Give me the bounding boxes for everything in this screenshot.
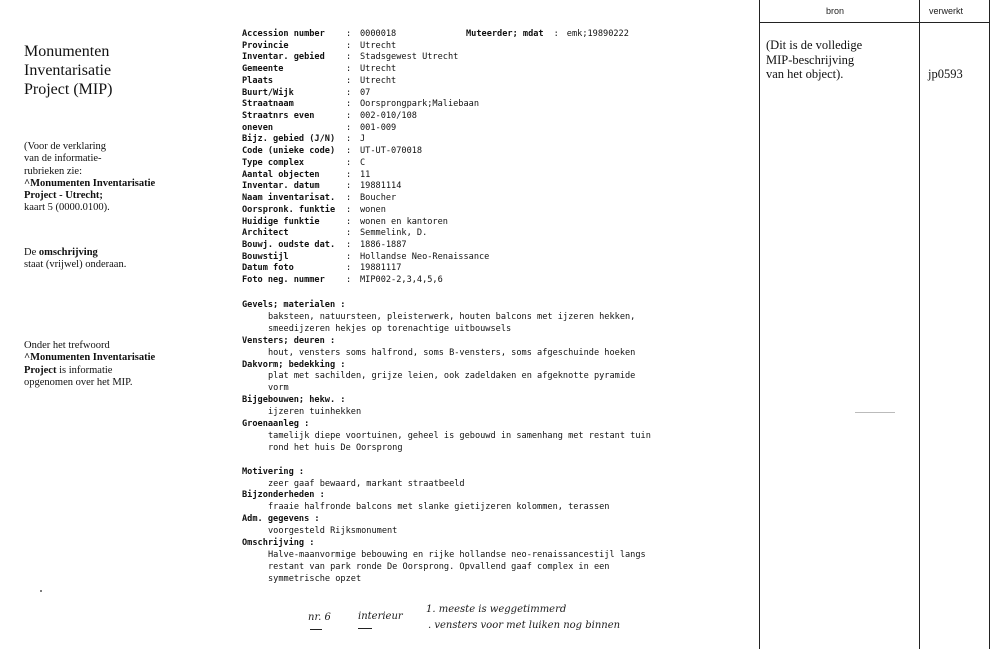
handwritten-note-number: nr. 6 [308, 612, 331, 623]
handwritten-note-label: interieur [358, 611, 403, 622]
field-label: Buurt/Wijk [242, 87, 294, 98]
field-value: Hollandse Neo-Renaissance [360, 251, 490, 262]
field-separator: : [346, 157, 352, 168]
note-line: kaart 5 (0000.0100). [24, 202, 110, 214]
section-text: tamelijk diepe voortuinen, geheel is gebouwd in samenhang met restant tuin rond het huis De Oorsprong [268, 430, 651, 453]
field-row [242, 240, 489, 252]
field-label: Naam inventarisat. [242, 193, 336, 204]
field-value: 11 [360, 169, 371, 180]
field-row [242, 170, 489, 182]
field-separator: : [346, 29, 352, 39]
field-row [242, 29, 489, 41]
field-row [242, 52, 489, 64]
field-value: C [360, 157, 366, 168]
field-label: Inventar. gebied [242, 52, 325, 63]
note-text: De [24, 247, 39, 258]
field-separator: : [346, 40, 352, 51]
field-separator: : [346, 193, 352, 204]
field-label: Muteerder; mdat [466, 29, 544, 39]
field-value: Stadsgewest Utrecht [360, 52, 459, 63]
keyword-note [24, 340, 224, 389]
handwritten-underline [310, 629, 322, 630]
section-heading: Omschrijving : [242, 538, 315, 549]
title-line: Inventarisatie [24, 62, 112, 79]
note-line: ^Monumenten Inventarisatie [24, 177, 156, 189]
field-row [242, 217, 489, 229]
section-heading: Gevels; materialen : [242, 300, 346, 310]
faint-mark [855, 412, 895, 413]
note-line: ^Monumenten Inventarisatie [24, 352, 156, 364]
field-separator: : [346, 75, 352, 86]
bron-header: bron [826, 6, 845, 16]
field-value: 07 [360, 87, 371, 98]
field-value: UT-UT-070018 [360, 146, 423, 157]
field-value: 002-010/108 [360, 111, 417, 122]
field-label: Huidige funktie [242, 216, 320, 227]
section-text: Halve-maanvormige bebouwing en rijke hollandse neo-renaissancestijl langs restant van park ronde De Oorsprong. Opvallend gaaf complex in een symmetrische opzet [268, 550, 646, 584]
field-label: Bouwj. oudste dat. [242, 239, 336, 250]
note-text-bold: omschrijving [38, 247, 98, 258]
field-value: 19881114 [360, 181, 402, 192]
section-text: voorgesteld Rijksmonument [268, 526, 398, 537]
field-separator: : [346, 134, 352, 145]
field-value: Utrecht [360, 75, 397, 86]
field-label: Foto neg. nummer [242, 275, 325, 286]
field-value: 001-009 [360, 122, 397, 133]
field-label: Straatnaam [242, 99, 294, 110]
table-border-mid [919, 0, 920, 649]
field-value: MIP002-2,3,4,5,6 [360, 275, 443, 286]
description-sections [242, 300, 742, 586]
field-row [242, 181, 489, 193]
note-line [24, 365, 224, 377]
field-value: 0000018 [360, 29, 397, 39]
field-separator: : [346, 216, 352, 227]
field-separator: : [346, 111, 352, 122]
field-label: oneven [242, 122, 274, 133]
section-text: ijzeren tuinhekken [268, 407, 362, 418]
field-row [242, 111, 489, 123]
field-separator: : [346, 146, 352, 157]
note-line: (Voor de verklaring [24, 141, 107, 152]
field-label: Inventar. datum [242, 181, 320, 192]
field-row [242, 193, 489, 205]
field-row [242, 134, 489, 146]
title-line: Monumenten [24, 43, 110, 60]
field-label: Type complex [242, 157, 305, 168]
bron-line: MIP-beschrijving [766, 52, 855, 67]
field-value: emk;19890222 [566, 29, 629, 39]
field-row [242, 252, 489, 264]
section-text: fraaie halfronde balcons met slanke gietijzeren kolommen, terassen [268, 502, 610, 513]
field-label: Datum foto [242, 263, 294, 274]
bron-cell [766, 38, 916, 82]
table-header-rule [759, 22, 990, 23]
section-heading: Adm. gegevens : [242, 514, 320, 525]
section-heading: Bijgebouwen; hekw. : [242, 395, 346, 406]
section-spacer [242, 455, 742, 467]
field-separator: : [346, 169, 352, 180]
field-value: Oorsprongpark;Maliebaan [360, 99, 479, 110]
section-text: baksteen, natuursteen, pleisterwerk, houten balcons met ijzeren hekken, smeedijzeren hekjes op torenachtige uitbouwsels [268, 311, 636, 334]
table-border-right [989, 0, 990, 649]
field-row [242, 205, 489, 217]
note-line: opgenomen over het MIP. [24, 376, 133, 388]
field-label: Oorspronk. funktie [242, 204, 336, 215]
field-value: Boucher [360, 193, 397, 204]
record-fields [242, 29, 489, 287]
field-label: Bouwstijl [242, 251, 289, 262]
field-separator: : [346, 204, 352, 215]
verwerkt-header: verwerkt [929, 6, 964, 16]
field-separator: : [346, 64, 352, 75]
field-value: wonen en kantoren [360, 216, 448, 227]
field-separator: : [346, 122, 352, 133]
field-row [242, 146, 489, 158]
field-separator: : [346, 251, 352, 262]
section-heading: Dakvorm; bedekking : [242, 359, 346, 370]
bron-line: (Dit is de volledige [766, 38, 863, 52]
field-label: Provincie [242, 40, 289, 51]
field-separator: : [346, 52, 352, 63]
section-heading: Motivering : [242, 466, 305, 477]
field-row [242, 228, 489, 240]
field-row [242, 41, 489, 53]
note-line: Onder het trefwoord [24, 340, 110, 351]
handwritten-note-line: 1. meeste is weggetimmerd [426, 604, 567, 615]
field-value: J [360, 134, 366, 145]
field-separator: : [346, 87, 352, 98]
field-label: Bijz. gebied (J/N) [242, 134, 336, 145]
section-heading: Bijzonderheden : [242, 490, 325, 501]
note-text-bold: Project [24, 364, 57, 376]
mip-title [24, 42, 204, 99]
field-separator: : [346, 263, 352, 274]
field-separator: : [346, 99, 352, 110]
field-row [242, 158, 489, 170]
explanation-note [24, 141, 224, 215]
field-separator: : [346, 228, 352, 239]
field-value: Utrecht [360, 64, 397, 75]
field-label: Aantal objecten [242, 169, 320, 180]
field-separator: : [346, 239, 352, 250]
field-row [242, 99, 489, 111]
field-row [242, 123, 489, 135]
section-text: hout, vensters soms halfrond, soms B-vensters, soms afgeschuinde hoeken [268, 347, 636, 358]
field-value: 1886-1887 [360, 239, 407, 250]
note-line: Project - Utrecht; [24, 190, 103, 202]
field-row [242, 76, 489, 88]
note-line: van de informatie- [24, 153, 102, 165]
title-line: Project (MIP) [24, 81, 113, 98]
field-value: Semmelink, D. [360, 228, 428, 239]
section-text: zeer gaaf bewaard, markant straatbeeld [268, 478, 465, 489]
note-line: staat (vrijwel) onderaan. [24, 259, 127, 271]
note-text: is informatie [56, 364, 113, 376]
field-value: Utrecht [360, 40, 397, 51]
field-value: wonen [360, 204, 386, 215]
handwritten-underline [358, 628, 372, 629]
section-heading: Vensters; deuren : [242, 335, 336, 346]
field-row [242, 64, 489, 76]
field-label: Accession number [242, 29, 325, 39]
bron-line: van het object). [766, 67, 844, 81]
field-separator: : [346, 275, 352, 286]
field-separator: : [346, 181, 352, 192]
note-line: rubrieken zie: [24, 165, 83, 177]
field-label: Straatnrs even [242, 111, 315, 122]
note-line [24, 247, 224, 259]
table-border-left [759, 0, 760, 649]
field-row [242, 263, 489, 275]
section-heading: Groenaanleg : [242, 419, 310, 430]
verwerkt-cell: jp0593 [928, 67, 963, 81]
field-label: Code (unieke code) [242, 146, 336, 157]
field-value: 19881117 [360, 263, 402, 274]
description-note [24, 247, 224, 272]
field-label: Plaats [242, 75, 274, 86]
muteerder-field [466, 29, 629, 41]
speck [40, 590, 42, 592]
field-row [242, 275, 489, 287]
field-label: Gemeente [242, 64, 284, 75]
field-row [242, 88, 489, 100]
field-label: Architect [242, 228, 289, 239]
field-separator: : [553, 29, 559, 39]
handwritten-note-line: . vensters voor met luiken nog binnen [428, 620, 621, 631]
section-text: plat met sachilden, grijze leien, ook zadeldaken en afgeknotte pyramide vorm [268, 371, 636, 394]
